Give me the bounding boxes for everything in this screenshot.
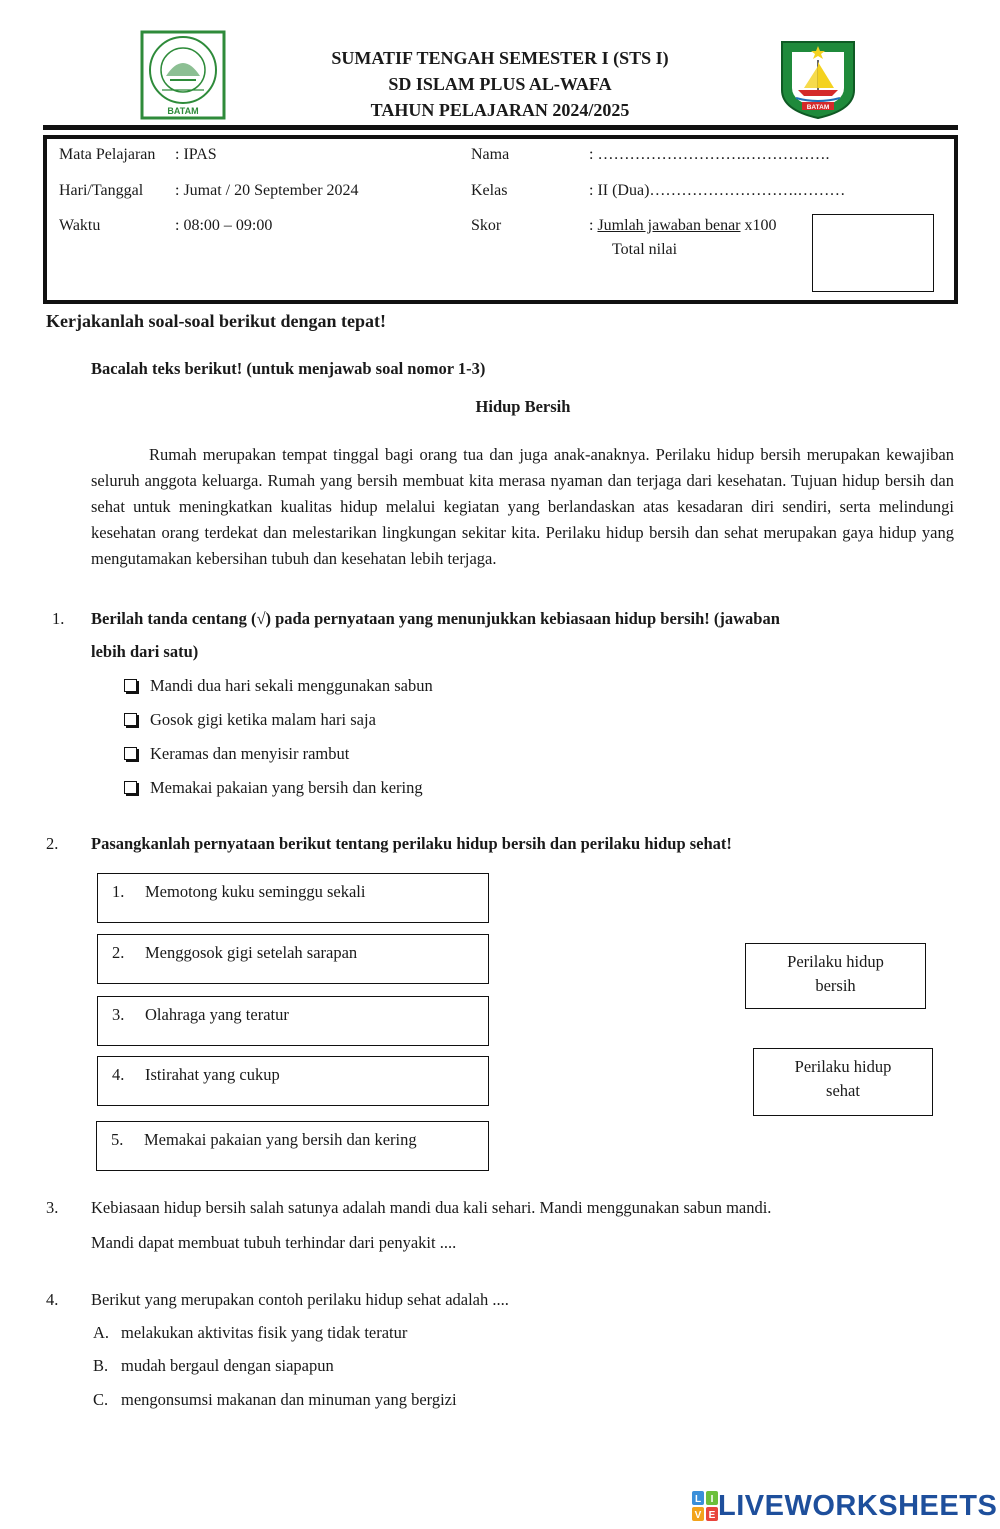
q2-number: 2. [46,834,59,853]
time-value: : 08:00 – 09:00 [175,217,273,234]
class-label: Kelas [471,182,508,199]
q2-statement-number: 1. [112,882,125,901]
q2-text: Pasangkanlah pernyataan berikut tentang perilaku hidup bersih dan perilaku hidup sehat! [91,834,732,853]
q1-option-4: Memakai pakaian yang bersih dan kering [150,778,423,797]
q1-checkbox-4[interactable] [124,781,137,794]
q2-statement-4[interactable] [97,1056,489,1106]
q2-statement-number: 3. [112,1005,125,1024]
q2-statement-text: Menggosok gigi setelah sarapan [145,943,358,962]
class-field[interactable]: : II (Dua)……………………….……… [589,182,846,199]
q2-statement-2[interactable] [97,934,489,984]
score-formula [589,216,777,236]
q1-option-3: Keramas dan menyisir rambut [150,744,350,763]
q2-statement-text: Istirahat yang cukup [145,1065,280,1084]
q2-category-line2: sehat [826,1081,860,1100]
q2-statement-text: Memotong kuku seminggu sekali [145,882,366,901]
score-denominator: Total nilai [612,241,678,258]
score-prefix: : [589,217,598,234]
q4-option-c[interactable] [93,1390,457,1410]
q1-text-line1: Berilah tanda centang (√) pada pernyataan yang menunjukkan kebiasaan hidup bersih! (jawaban [91,609,780,628]
q3-number: 3. [46,1198,59,1217]
time-label: Waktu [59,217,101,234]
date-value: : Jumat / 20 September 2024 [175,182,359,199]
instruction: Kerjakanlah soal-soal berikut dengan tepat! [46,311,387,331]
q2-category-line1: Perilaku hidup [794,1057,892,1076]
date-label: Hari/Tanggal [59,182,144,199]
q4-option-b[interactable] [93,1356,334,1376]
score-box[interactable] [812,214,934,292]
q1-option-2: Gosok gigi ketika malam hari saja [150,710,376,729]
q1-checkbox-2[interactable] [124,713,137,726]
svg-text:V: V [694,1510,702,1521]
reading-passage: Rumah merupakan tempat tinggal bagi orang tua dan juga anak-anaknya. Perilaku hidup bersih merupakan kewajiban seluruh anggota keluarga. Rumah yang bersih membuat kita merasa nyaman dan terjaga dari kesehatan. Tujuan hidup bersih dan sehat untuk meningkatkan kualitas hidup melalui kegiatan yang berlandaskan atas kesadaran diri sendiri, serta melindungi kesehatan orang terdekat dan melestarikan lingkungan sekitar kita. Perilaku hidup bersih dan sehat merupakan gaya hidup yang mengutamakan kebersihan tubuh dan kesehatan lebih terjaga. [91,445,954,568]
q3-text-line1: Kebiasaan hidup bersih salah satunya adalah mandi dua kali sehari. Mandi menggunakan sabun mandi. [91,1198,772,1217]
score-label: Skor [471,217,502,234]
q1-option-1: Mandi dua hari sekali menggunakan sabun [150,676,433,695]
school-logo-city: BATAM [167,106,199,116]
q4-option-letter: B. [93,1356,109,1375]
q2-statement-number: 2. [112,943,125,962]
liveworksheets-logo [692,1489,997,1523]
batam-emblem [778,38,858,120]
score-numerator: Jumlah jawaban benar [597,217,741,234]
q2-statement-text: Memakai pakaian yang bersih dan kering [144,1130,417,1149]
subject-label: Mata Pelajaran [59,146,156,163]
q2-statement-1[interactable] [97,873,489,923]
q3-text-line2: Mandi dapat membuat tubuh terhindar dari penyakit .... [91,1233,457,1252]
q4-number: 4. [46,1290,59,1309]
name-field[interactable]: : ……………………….……………. [589,146,830,163]
q4-option-a[interactable] [93,1323,407,1343]
reading-intro: Bacalah teks berikut! (untuk menjawab soal nomor 1-3) [91,359,486,378]
header-title-line2: SD ISLAM PLUS AL-WAFA [388,74,612,94]
score-multiplier: x100 [740,217,777,234]
svg-text:I: I [710,1494,714,1505]
q1-checkbox-1[interactable] [124,679,137,692]
liveworksheets-icon [692,1491,718,1521]
q2-category-line1: Perilaku hidup [787,952,884,971]
q1-number: 1. [52,609,65,628]
q4-option-text: mengonsumsi makanan dan minuman yang bergizi [121,1390,457,1409]
q4-text: Berikut yang merupakan contoh perilaku hidup sehat adalah .... [91,1290,509,1309]
q2-category-bersih[interactable] [745,943,926,1009]
liveworksheets-wordmark: LIVEWORKSHEETS [718,1489,998,1522]
q1-text-line2: lebih dari satu) [91,642,199,661]
q2-statement-3[interactable] [97,996,489,1046]
q2-statement-number: 4. [112,1065,125,1084]
q4-option-text: mudah bergaul dengan siapapun [121,1356,334,1375]
q2-statement-text: Olahraga yang teratur [145,1005,289,1024]
q1-checkbox-3[interactable] [124,747,137,760]
reading-title: Hidup Bersih [475,397,571,416]
header-title-line1: SUMATIF TENGAH SEMESTER I (STS I) [331,48,669,68]
q4-option-letter: C. [93,1390,109,1409]
q2-statement-number: 5. [111,1130,124,1149]
q4-option-text: melakukan aktivitas fisik yang tidak teratur [121,1323,408,1342]
batam-emblem-label: BATAM [806,104,830,111]
svg-text:E: E [708,1510,716,1521]
header-title-line3: TAHUN PELAJARAN 2024/2025 [370,100,630,120]
school-logo [140,30,226,120]
q2-category-sehat[interactable] [753,1048,933,1116]
q4-option-letter: A. [93,1323,110,1342]
subject-value: : IPAS [175,146,217,163]
q2-category-line2: bersih [815,976,856,995]
q2-statement-5[interactable] [96,1121,489,1171]
svg-text:L: L [694,1494,702,1505]
name-label: Nama [471,146,510,163]
header-divider [43,125,958,130]
